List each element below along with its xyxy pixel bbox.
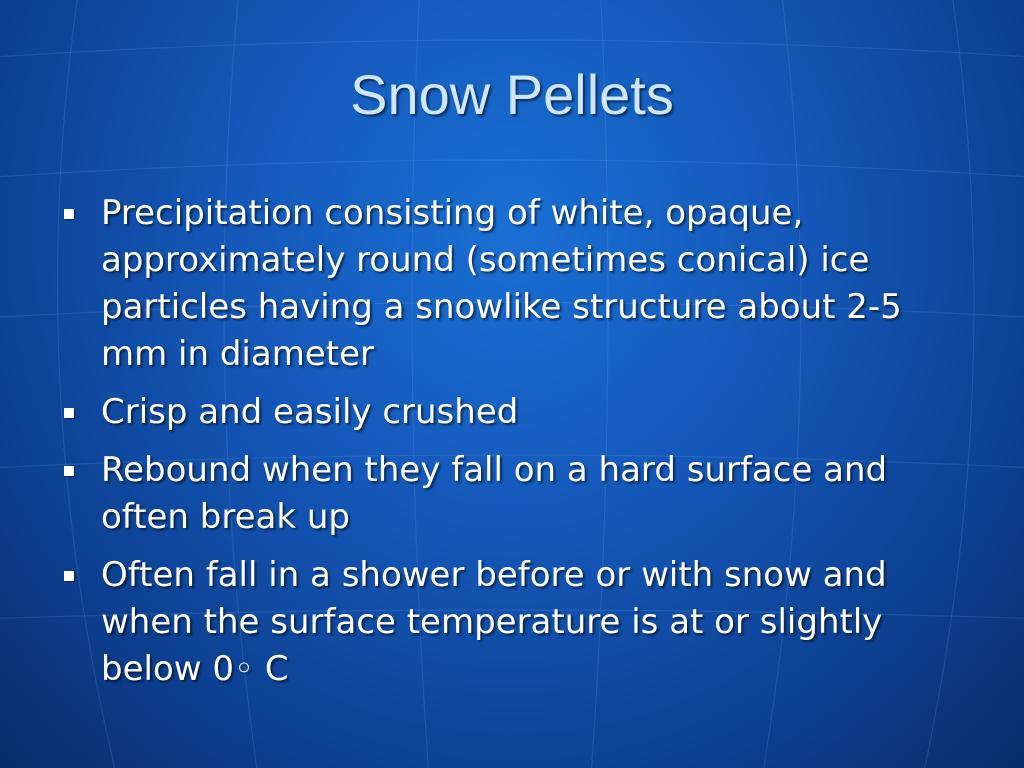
- bullet-text: Rebound when they fall on a hard surface and often break up: [101, 450, 888, 537]
- bullet-list: [60, 190, 960, 704]
- bullet-text: Crisp and easily crushed: [101, 392, 519, 432]
- square-bullet-icon: [64, 209, 74, 219]
- bullet-item: [60, 552, 960, 693]
- square-bullet-icon: [64, 408, 74, 418]
- bullet-item: [60, 389, 960, 436]
- bullet-text: Often fall in a shower before or with snow and when the surface temperature is at or slightly below 0◦ C: [101, 555, 887, 689]
- bullet-item: [60, 447, 960, 541]
- bullet-text: Precipitation consisting of white, opaque, approximately round (sometimes conical) ice particles having a snowlike structure about 2-5 mm in diameter: [101, 193, 902, 374]
- square-bullet-icon: [64, 466, 74, 476]
- bullet-item: [60, 190, 960, 378]
- slide-title: Snow Pellets: [350, 63, 674, 126]
- square-bullet-icon: [64, 571, 74, 581]
